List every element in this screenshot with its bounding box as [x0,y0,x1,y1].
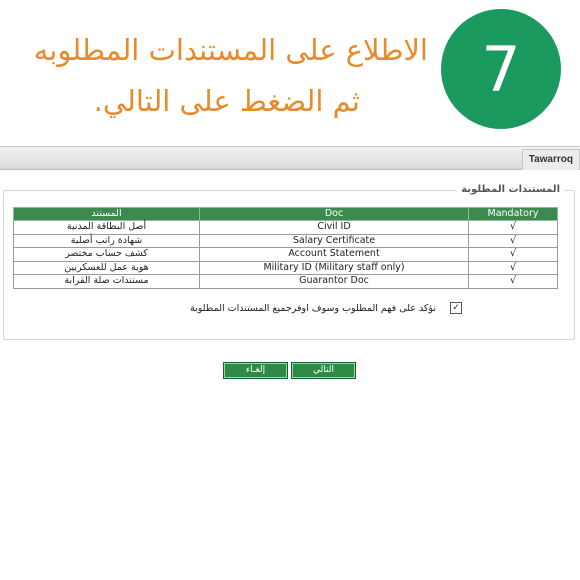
header-mandatory: Mandatory [469,208,558,221]
row-arabic: كشف حساب مختصر [14,248,200,262]
row-mandatory-check: √ [469,275,558,289]
table-row [14,234,558,248]
confirm-checkbox[interactable] [450,302,462,314]
tab-tawarroq[interactable]: Tawarroq [522,149,580,170]
confirm-row [190,302,462,314]
row-doc: Civil ID [200,221,469,235]
table-row [14,248,558,262]
row-arabic: هوية عمل للعسكريين [14,261,200,275]
required-documents-panel [3,184,575,340]
row-mandatory-check: √ [469,248,558,262]
table-row [14,261,558,275]
instruction-line-2: ثم الضغط على التالي. [93,84,360,118]
row-arabic: أصل البطاقة المدنية [14,221,200,235]
instruction-line-1: الاطلاع على المستندات المطلوبه [33,33,428,67]
table-row [14,275,558,289]
row-doc: Account Statement [200,248,469,262]
panel-legend: المستندات المطلوبة [457,184,564,195]
header-doc: Doc [200,208,469,221]
step-number-badge [441,9,561,129]
table-row [14,221,558,235]
row-mandatory-check: √ [469,234,558,248]
row-doc: Guarantor Doc [200,275,469,289]
row-mandatory-check: √ [469,261,558,275]
next-button[interactable]: التالي [291,362,356,379]
confirm-label: نؤكد على فهم المطلوب وسوف اوفرجميع المستندات المطلوبة [190,302,437,314]
tab-bar [0,146,580,170]
table-header-row [14,208,558,221]
documents-table [13,207,558,289]
row-doc: Salary Certificate [200,234,469,248]
step-number: 7 [481,32,521,106]
check-icon: ✓ [452,302,460,313]
row-mandatory-check: √ [469,221,558,235]
row-arabic: شهادة راتب أصلية [14,234,200,248]
header-arabic: المستند [14,208,200,221]
cancel-button[interactable]: إلغـاء [223,362,288,379]
row-doc: Military ID (Military staff only) [200,261,469,275]
row-arabic: مستندات صلة القرابة [14,275,200,289]
